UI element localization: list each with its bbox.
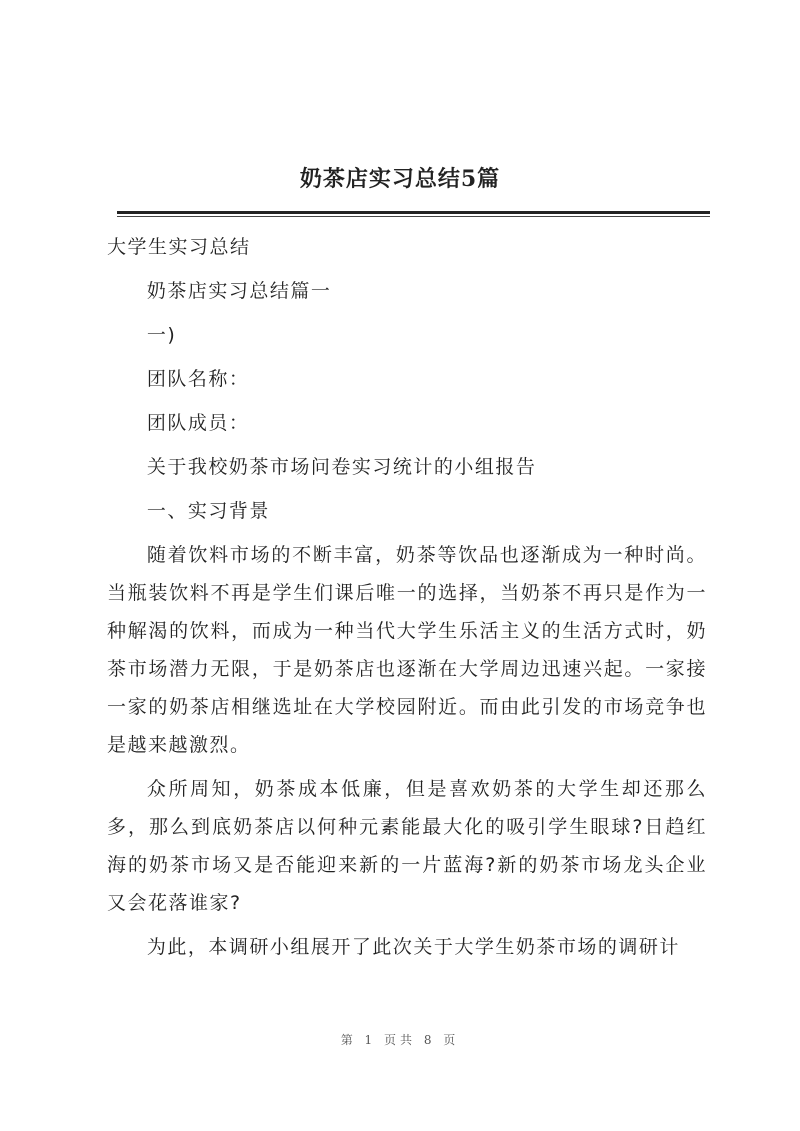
document-body — [107, 228, 707, 972]
body-paragraph: 众所周知，奶茶成本低廉，但是喜欢奶茶的大学生却还那么多，那么到底奶茶店以何种元素能最大化的吸引学生眼球?日趋红海的奶茶市场又是否能迎来新的一片蓝海?新的奶茶市场龙头企业又会花落谁家? — [107, 778, 707, 914]
background-heading: 一、实习背景 — [146, 500, 270, 522]
section-heading: 奶茶店实习总结篇一 — [146, 280, 332, 302]
title-rule-thin — [117, 216, 710, 217]
body-paragraph: 随着饮料市场的不断丰富，奶茶等饮品也逐渐成为一种时尚。当瓶装饮料不再是学生们课后唯一的选择，当奶茶不再只是作为一种解渴的饮料，而成为一种当代大学生乐活主义的生活方式时，奶茶市场潜力无限，于是奶茶店也逐渐在大学周边迅速兴起。一家接一家的奶茶店相继选址在大学校园附近。而由此引发的市场竞争也是越来越激烈。 — [107, 544, 707, 756]
title-rule-thick — [117, 211, 710, 214]
category-label: 大学生实习总结 — [107, 236, 251, 258]
page-number-footer: 第 1 页共 8 页 — [340, 1033, 460, 1047]
team-name-line: 团队名称： — [146, 368, 250, 390]
sub-heading: 一) — [146, 324, 177, 346]
team-members-line: 团队成员： — [146, 412, 250, 434]
document-title: 奶茶店实习总结5篇 — [299, 166, 501, 192]
report-title-line: 关于我校奶茶市场问卷实习统计的小组报告 — [146, 456, 537, 478]
body-paragraph: 为此，本调研小组展开了此次关于大学生奶茶市场的调研计 — [146, 936, 680, 958]
